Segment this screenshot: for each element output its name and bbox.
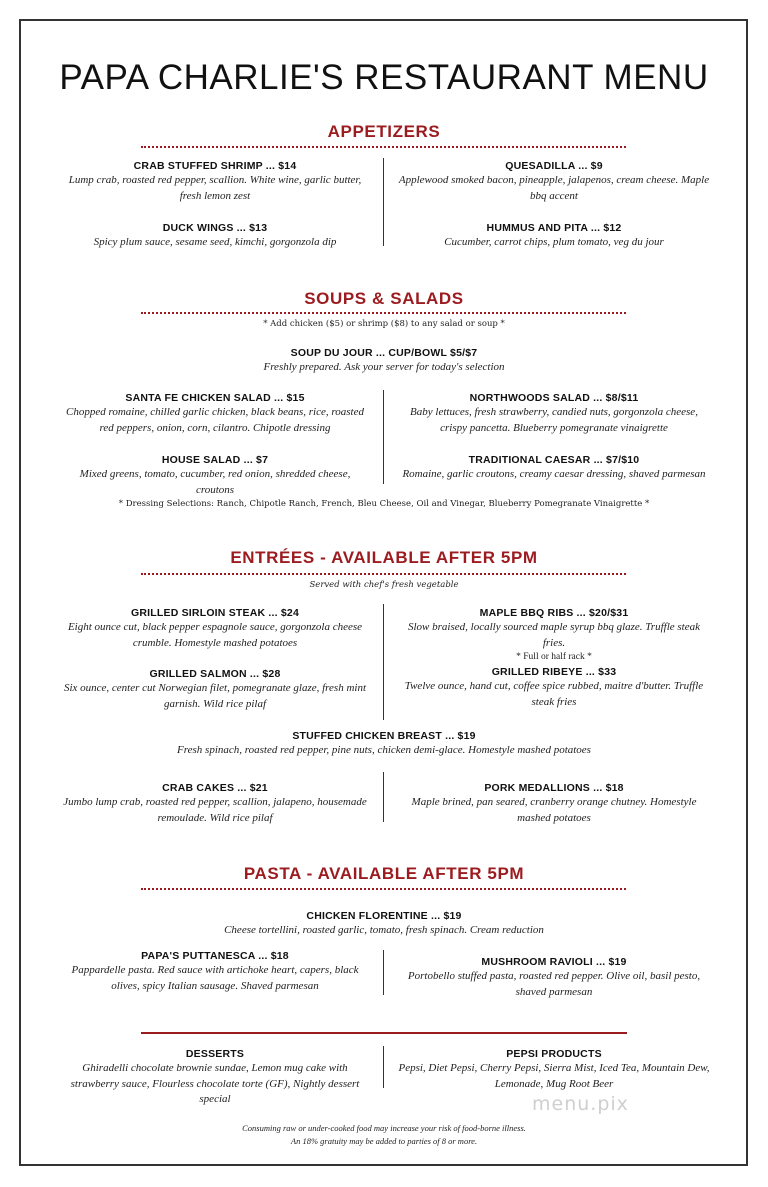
item-description: Twelve ounce, hand cut, coffee spice rubbed, maitre d'butter. Truffle steak fries	[404, 680, 704, 708]
item-name: TRADITIONAL CAESAR ... $7/$10	[468, 454, 640, 466]
add-protein-note: * Add chicken ($5) or shrimp ($8) to any salad or soup *	[263, 319, 505, 329]
item-description: Jumbo lump crab, roasted red pepper, scallion, jalapeno, housemade remoulade. Wild rice pilaf	[63, 796, 367, 824]
menu-item-duck-wings	[62, 221, 368, 251]
item-name: SOUP DU JOUR ... CUP/BOWL $5/$7	[290, 347, 478, 359]
menu-title: PAPA CHARLIE'S RESTAURANT MENU	[59, 58, 709, 97]
menu-item-papas-puttanesca	[62, 949, 368, 994]
soups-salads-divider	[141, 312, 626, 314]
item-name: GRILLED RIBEYE ... $33	[491, 666, 617, 678]
menu-item-stuffed-chicken-breast	[60, 729, 708, 759]
item-name: PAPA'S PUTTANESCA ... $18	[141, 950, 289, 962]
item-name: QUESADILLA ... $9	[505, 160, 603, 172]
menu-item-grilled-ribeye	[398, 665, 710, 710]
watermark-text: menu.pix	[532, 1093, 629, 1115]
menu-item-santa-fe-chicken-salad	[62, 391, 368, 436]
extras-column-divider	[383, 1046, 384, 1088]
item-description: Maple brined, pan seared, cranberry orange chutney. Homestyle mashed potatoes	[411, 796, 697, 824]
pasta-divider	[141, 888, 626, 890]
item-description: Mixed greens, tomato, cucumber, red onion, shredded cheese, croutons	[79, 468, 351, 496]
item-name: DUCK WINGS ... $13	[162, 222, 268, 234]
item-description: Romaine, garlic croutons, creamy caesar dressing, shaved parmesan	[402, 468, 706, 480]
menu-item-grilled-salmon	[62, 667, 368, 712]
item-description: Ghiradelli chocolate brownie sundae, Lemon mug cake with strawberry sauce, Flourless chocolate torte (GF), Nightly dessert special	[70, 1062, 360, 1105]
item-sub-note: * Full or half rack *	[516, 652, 592, 662]
item-description: Cheese tortellini, roasted garlic, tomato, fresh spinach. Cream reduction	[224, 924, 544, 936]
salads-column-divider	[383, 390, 384, 484]
item-name: SANTA FE CHICKEN SALAD ... $15	[125, 392, 305, 404]
menu-item-crab-cakes	[62, 781, 368, 826]
item-name: CRAB STUFFED SHRIMP ... $14	[133, 160, 297, 172]
item-name: GRILLED SALMON ... $28	[149, 668, 281, 680]
item-description: Spicy plum sauce, sesame seed, kimchi, gorgonzola dip	[93, 236, 337, 248]
entrees-column-divider-bottom	[383, 772, 384, 822]
menu-item-pepsi-products	[398, 1047, 710, 1092]
menu-item-maple-bbq-ribs	[398, 606, 710, 664]
food-safety-disclaimer: Consuming raw or under-cooked food may increase your risk of food-borne illness.	[242, 1123, 526, 1133]
menu-item-soup-du-jour	[60, 346, 708, 376]
menu-item-crab-stuffed-shrimp	[62, 159, 368, 204]
gratuity-notice: An 18% gratuity may be added to parties of 8 or more.	[290, 1136, 478, 1146]
pasta-heading: PASTA - AVAILABLE AFTER 5PM	[243, 864, 525, 883]
menu-item-traditional-caesar	[398, 453, 710, 483]
entrees-heading: ENTRÉES - AVAILABLE AFTER 5PM	[230, 548, 538, 567]
item-description: Six ounce, center cut Norwegian filet, pomegranate glaze, fresh mint garnish. Wild rice pilaf	[63, 682, 367, 710]
item-description: Pappardelle pasta. Red sauce with artichoke heart, capers, black olives, spicy Italian sausage. Shaved parmesan	[71, 964, 359, 992]
item-name: GRILLED SIRLOIN STEAK ... $24	[131, 607, 299, 619]
item-name: NORTHWOODS SALAD ... $8/$11	[469, 392, 639, 404]
item-name: CRAB CAKES ... $21	[162, 782, 268, 794]
item-description: Portobello stuffed pasta, roasted red pepper. Olive oil, basil pesto, shaved parmesan	[407, 970, 701, 998]
menu-item-hummus-and-pita	[398, 221, 710, 251]
item-description: Applewood smoked bacon, pineapple, jalapenos, cream cheese. Maple bbq accent	[398, 174, 710, 202]
item-name: PEPSI PRODUCTS	[506, 1048, 602, 1060]
item-description: Freshly prepared. Ask your server for today's selection	[263, 361, 505, 373]
item-description: Fresh spinach, roasted red pepper, pine nuts, chicken demi-glace. Homestyle mashed potatoes	[177, 744, 591, 756]
item-name: HOUSE SALAD ... $7	[161, 454, 269, 466]
appetizers-heading: APPETIZERS	[327, 122, 441, 141]
entrees-note: Served with chef's fresh vegetable	[309, 580, 459, 590]
item-name: STUFFED CHICKEN BREAST ... $19	[292, 730, 476, 742]
menu-item-house-salad	[62, 453, 368, 498]
menu-item-northwoods-salad	[398, 391, 710, 436]
item-description: Chopped romaine, chilled garlic chicken, black beans, rice, roasted red peppers, onion, corn, cilantro. Chipotle dressing	[66, 406, 364, 434]
menu-item-mushroom-ravioli	[398, 955, 710, 1000]
menu-item-grilled-sirloin-steak	[62, 606, 368, 651]
menu-item-desserts	[62, 1047, 368, 1108]
appetizers-divider	[141, 146, 626, 148]
item-description: Lump crab, roasted red pepper, scallion. White wine, garlic butter, fresh lemon zest	[68, 174, 362, 202]
menu-item-quesadilla	[398, 159, 710, 204]
dressing-selections-note: * Dressing Selections: Ranch, Chipotle Ranch, French, Bleu Cheese, Oil and Vinegar, Blueberry Pomegranate Vinaigrette *	[118, 499, 650, 509]
menu-item-pork-medallions	[398, 781, 710, 826]
item-name: CHICKEN FLORENTINE ... $19	[306, 910, 462, 922]
pasta-column-divider	[383, 950, 384, 995]
item-name: MUSHROOM RAVIOLI ... $19	[481, 956, 627, 968]
watermark-logo	[532, 1093, 629, 1115]
item-description: Cucumber, carrot chips, plum tomato, veg du jour	[444, 236, 664, 248]
soups-salads-heading: SOUPS & SALADS	[304, 289, 464, 308]
extras-divider	[141, 1032, 627, 1034]
appetizers-column-divider	[383, 158, 384, 246]
item-name: DESSERTS	[185, 1048, 245, 1060]
item-description: Baby lettuces, fresh strawberry, candied nuts, gorgonzola cheese, crispy pancetta. Blueberry pomegranate vinaigrette	[410, 406, 698, 434]
item-name: MAPLE BBQ RIBS ... $20/$31	[479, 607, 629, 619]
entrees-divider	[141, 573, 626, 575]
item-description: Pepsi, Diet Pepsi, Cherry Pepsi, Sierra Mist, Iced Tea, Mountain Dew, Lemonade, Mug Root Beer	[398, 1062, 710, 1090]
menu-item-chicken-florentine	[60, 909, 708, 939]
entrees-column-divider-top	[383, 604, 384, 720]
item-name: PORK MEDALLIONS ... $18	[484, 782, 624, 794]
item-name: HUMMUS AND PITA ... $12	[486, 222, 622, 234]
item-description: Eight ounce cut, black pepper espagnole sauce, gorgonzola cheese crumble. Homestyle mashed potatoes	[67, 621, 363, 649]
item-description: Slow braised, locally sourced maple syrup bbq glaze. Truffle steak fries.	[408, 621, 700, 649]
